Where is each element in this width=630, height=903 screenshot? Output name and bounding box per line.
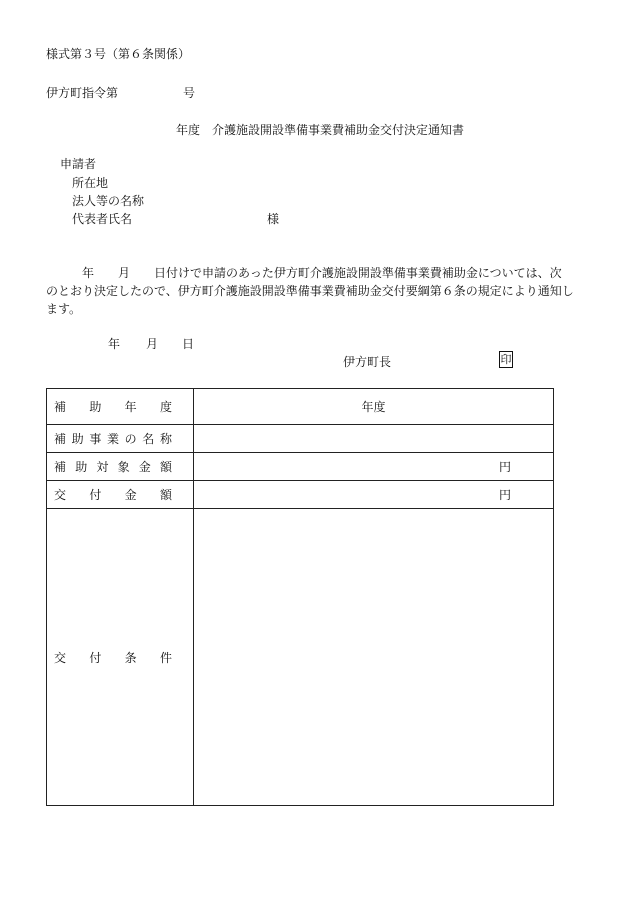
label-char: 件 [159,650,172,665]
label-char: 金 [138,460,151,474]
label-char: 事 [89,432,102,446]
notice-body-line: 年 月 日付けで申請のあった伊方町介護施設開設準備事業費補助金については、次 [46,266,562,280]
label-char: 条 [124,650,137,665]
spread-label [54,398,172,415]
applicant-heading: 申請者 [60,157,97,171]
label-char: 補 [54,460,67,474]
date-month: 月 [146,337,159,351]
spread-label [54,458,172,475]
table-row [47,425,554,453]
directive-number-suffix: 号 [183,86,196,100]
eligible-amount-value: 円 [194,453,554,481]
address-label: 所在地 [72,176,109,190]
date-day: 日 [182,337,195,351]
label-char: 補 [54,400,67,414]
corporation-name-label: 法人等の名称 [72,194,145,208]
label-char: 年 [124,400,137,414]
row-label-grant-amount [47,481,194,509]
label-char: 名 [142,432,155,446]
representative-name-label: 代表者氏名 [72,212,133,226]
label-char: 付 [89,650,102,665]
document-title: 年度 介護施設開設準備事業費補助金交付決定通知書 [176,123,465,137]
label-char: 助 [75,460,88,474]
label-char: 補 [54,432,67,446]
row-label-project-name [47,425,194,453]
label-char: 助 [71,432,84,446]
project-name-value [194,425,554,453]
label-char: 業 [106,432,119,446]
honorific: 様 [267,212,280,226]
directive-number-prefix: 伊方町指令第 [46,86,119,100]
label-char: 称 [159,432,172,446]
notice-body [46,264,586,318]
label-char: 度 [159,400,172,414]
table-row [47,389,554,425]
grant-amount-value: 円 [194,481,554,509]
spread-label [54,649,172,666]
label-char: 額 [159,488,172,502]
seal-mark: 印 [500,353,512,366]
row-label-subsidy-year [47,389,194,425]
spread-label [54,486,172,503]
notice-body-line: のとおり決定したので、伊方町介護施設開設準備事業費補助金交付要綱第６条の規定により通知し [46,284,574,298]
table-row [47,509,554,806]
grant-conditions-value [194,509,554,806]
date-year: 年 [108,337,121,351]
label-char: 交 [54,650,67,665]
label-char: 付 [89,488,102,502]
label-char: 対 [96,460,109,474]
row-label-grant-conditions [47,509,194,806]
label-char: 額 [159,460,172,474]
label-char: 象 [117,460,130,474]
label-char: 交 [54,488,67,502]
table-row [47,453,554,481]
form-number: 様式第３号（第６条関係） [46,47,191,61]
subsidy-info-table [46,388,554,806]
label-char: の [124,432,137,446]
notice-body-line: ます。 [46,302,82,316]
subsidy-year-value: 年度 [194,389,554,425]
label-char: 金 [124,488,137,502]
label-char: 助 [89,400,102,414]
table-row [47,481,554,509]
row-label-eligible-amount [47,453,194,481]
spread-label [54,430,172,447]
mayor-label: 伊方町長 [343,355,392,369]
